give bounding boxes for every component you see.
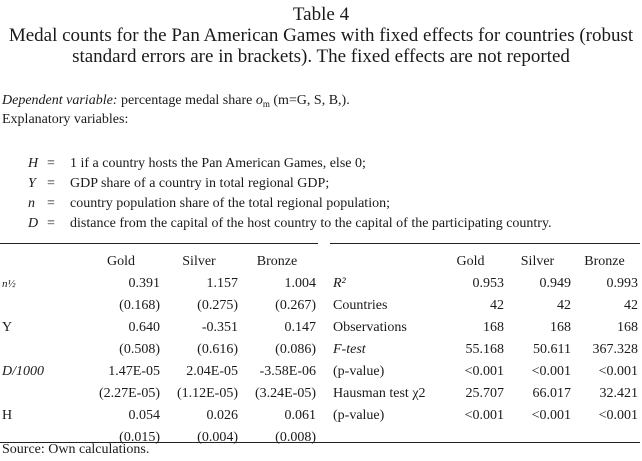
table-row <box>333 405 638 427</box>
cell-value: 0.391 <box>128 276 160 291</box>
cell-value: 55.168 <box>465 342 504 357</box>
definition-text-H: 1 if a country hosts the Pan American Games, else 0; <box>70 156 366 171</box>
row-label <box>2 339 82 361</box>
table-row <box>333 383 638 405</box>
table-row <box>333 295 638 317</box>
header-silver: Silver <box>182 254 216 269</box>
cell-value: <0.001 <box>598 408 638 423</box>
cell-value: 0.054 <box>128 408 160 423</box>
definition-symbol-n: n <box>28 196 35 211</box>
cell-value: <0.001 <box>531 364 571 379</box>
cell-value: 0.026 <box>206 408 238 423</box>
cell-value: (0.508) <box>119 342 160 357</box>
row-label: (p-value) <box>333 408 385 423</box>
left-regression-table <box>2 251 316 449</box>
definition-equals: = <box>47 156 55 171</box>
cell-value: (0.267) <box>275 298 316 313</box>
cell-value: 367.328 <box>592 342 638 357</box>
definition-equals: = <box>47 176 55 191</box>
definition-symbol-H: H <box>28 156 39 171</box>
cell-value: 66.017 <box>532 386 571 401</box>
dependent-variable-categories: (m=G, S, B,). <box>273 93 350 108</box>
cell-value: (0.008) <box>275 430 316 445</box>
header-gold: Gold <box>107 254 135 269</box>
cell-value: 42 <box>557 298 571 313</box>
definition-text-Y: GDP share of a country in total regional GDP; <box>70 176 330 191</box>
cell-value: (1.12E-05) <box>176 386 238 401</box>
caption-line-1: Medal counts for the Pan American Games with fixed effects for countries (robust <box>8 25 634 46</box>
cell-value: <0.001 <box>464 408 504 423</box>
row-label: (p-value) <box>333 364 385 379</box>
cell-value: 0.061 <box>284 408 316 423</box>
cell-value: (0.086) <box>275 342 316 357</box>
row-label: H <box>2 408 13 423</box>
cell-value: (0.275) <box>197 298 238 313</box>
cell-value: <0.001 <box>464 364 504 379</box>
row-label: R² <box>333 276 346 291</box>
table-row <box>333 317 638 339</box>
row-label: Y <box>2 320 13 335</box>
table-header-row <box>2 251 316 273</box>
dependent-variable-text: percentage medal share <box>120 93 253 108</box>
dependent-variable-subscript: m <box>262 99 270 109</box>
source-note: Source: Own calculations. <box>2 442 150 457</box>
row-label: n½ <box>2 278 16 290</box>
row-label <box>2 295 82 317</box>
table-row <box>2 339 316 361</box>
table-row <box>2 317 316 339</box>
table-row <box>2 273 316 295</box>
table-header-row <box>333 251 638 273</box>
definition-equals: = <box>47 216 55 231</box>
dependent-variable-symbol: o <box>255 93 263 108</box>
cell-value: 0.993 <box>606 276 638 291</box>
table-row <box>333 339 638 361</box>
header-bronze: Bronze <box>256 254 298 269</box>
row-label <box>2 383 82 405</box>
cell-value: 25.707 <box>465 386 504 401</box>
header-cell <box>2 251 82 273</box>
cell-value: -3.58E-06 <box>259 364 316 379</box>
cell-value: 50.611 <box>533 342 571 357</box>
cell-value: (0.015) <box>119 430 160 445</box>
definition-text-D: distance from the capital of the host country to the capital of the participating country. <box>70 216 552 231</box>
cell-value: 1.47E-05 <box>108 364 160 379</box>
table-row <box>2 295 316 317</box>
header-gold: Gold <box>456 254 485 269</box>
definition-symbol-D: D <box>28 216 39 231</box>
definition-text-n: country population share of the total regional population; <box>70 196 390 211</box>
dependent-variable-label: Dependent variable: <box>2 93 118 108</box>
cell-value: 1.004 <box>284 276 316 291</box>
cell-value: 0.953 <box>472 276 504 291</box>
row-label: F-test <box>333 342 366 357</box>
cell-value: 1.157 <box>206 276 238 291</box>
cell-value: 168 <box>483 320 504 335</box>
cell-value: (0.004) <box>197 430 238 445</box>
cell-value: 42 <box>624 298 638 313</box>
cell-value: (3.24E-05) <box>254 386 316 401</box>
table-number: Table 4 <box>292 4 350 25</box>
table-row <box>333 361 638 383</box>
table-row <box>2 405 316 427</box>
caption-line-2: standard errors are in brackets). The fixed effects are not reported <box>72 46 570 67</box>
definition-symbol-Y: Y <box>28 176 36 191</box>
cell-value: <0.001 <box>531 408 571 423</box>
cell-value: (0.616) <box>197 342 238 357</box>
dependent-variable-line <box>2 92 350 113</box>
cell-value: 32.421 <box>599 386 638 401</box>
right-table-top-rule <box>330 243 640 244</box>
row-label: Observations <box>333 320 407 335</box>
row-label: Countries <box>333 298 388 313</box>
cell-value: (2.27E-05) <box>98 386 160 401</box>
explanatory-variables-label: Explanatory variables: <box>2 112 129 127</box>
cell-value: 168 <box>617 320 638 335</box>
left-table-top-rule <box>0 243 318 244</box>
header-silver: Silver <box>520 254 555 269</box>
cell-value: 42 <box>490 298 504 313</box>
cell-value: -0.351 <box>201 320 238 335</box>
table-row <box>2 361 316 383</box>
cell-value: 168 <box>550 320 571 335</box>
definition-equals: = <box>47 196 55 211</box>
cell-value: 0.147 <box>284 320 316 335</box>
cell-value: 0.640 <box>128 320 160 335</box>
header-bronze: Bronze <box>584 254 625 269</box>
row-label: D/1000 <box>2 364 44 379</box>
table-row <box>2 383 316 405</box>
cell-value: 2.04E-05 <box>186 364 238 379</box>
cell-value: <0.001 <box>598 364 638 379</box>
right-regression-table <box>333 251 638 427</box>
row-label: Hausman test χ2 <box>333 386 426 401</box>
cell-value: 0.949 <box>539 276 571 291</box>
header-cell <box>333 251 437 273</box>
cell-value: (0.168) <box>119 298 160 313</box>
table-row <box>333 273 638 295</box>
